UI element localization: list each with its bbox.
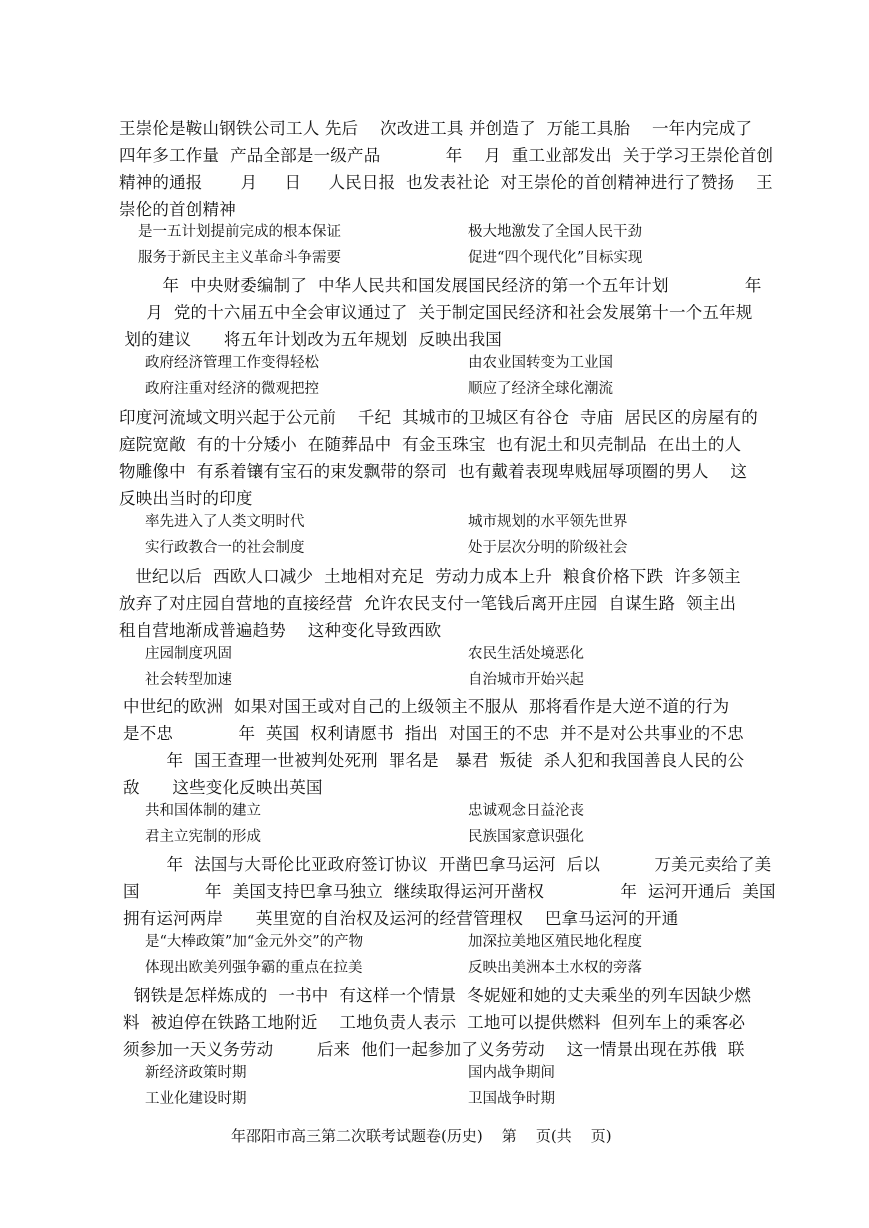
question-7-line-1: 钢铁是怎样炼成的 一书中 有这样一个情景 冬妮娅和她的丈夫乘坐的列车因缺少燃 — [123, 986, 752, 1005]
question-3-line-3: 物雕像中 有系着镶有宝石的束发飘带的祭司 也有戴着表现卑贱屈辱项圈的男人 这 — [119, 462, 748, 481]
question-2-line-1: 年 中央财委编制了 中华人民共和国发展国民经济的第一个五年计划 年 — [119, 276, 762, 295]
question-3-line-4: 反映出当时的印度 — [119, 489, 253, 508]
question-5-option-c: 君主立宪制的形成 — [145, 829, 261, 845]
question-1-option-c: 服务于新民主主义革命斗争需要 — [138, 250, 341, 266]
question-4-line-1: 世纪以后 西欧人口减少 土地相对充足 劳动力成本上升 粮食价格下跌 许多领主 — [119, 567, 741, 586]
question-2-line-2: 月 党的十六届五中全会审议通过了 关于制定国民经济和社会发展第十一个五年规 — [119, 303, 753, 322]
question-4-line-3: 租自营地渐成普遍趋势 这种变化导致西欧 — [119, 621, 442, 640]
question-2-line-3: 划的建议 将五年计划改为五年规划 反映出我国 — [119, 330, 503, 349]
question-5-line-4: 敌 这些变化反映出英国 — [123, 778, 323, 797]
question-3-option-c: 实行政教合一的社会制度 — [145, 540, 305, 556]
question-1-option-d: 促进“四个现代化”目标实现 — [468, 250, 643, 266]
question-6-option-c: 体现出欧美列强争霸的重点在拉美 — [145, 960, 363, 976]
question-6-line-3: 拥有运河两岸 英里宽的自治权及运河的经营管理权 巴拿马运河的开通 — [123, 909, 679, 928]
question-7-option-b: 国内战争期间 — [468, 1065, 555, 1081]
question-6-option-a: 是“大棒政策”加“金元外交”的产物 — [145, 934, 364, 950]
question-4-line-2: 放弃了对庄园自营地的直接经营 允许农民支付一笔钱后离开庄园 自谋生路 领主出 — [119, 594, 737, 613]
question-1-line-2: 四年多工作量 产品全部是一级产品 年 月 重工业部发出 关于学习王崇伦首创 — [119, 146, 774, 165]
question-4-option-a: 庄园制度巩固 — [145, 646, 232, 662]
question-6-option-d: 反映出美洲本土水权的旁落 — [468, 960, 642, 976]
question-6-line-2: 国 年 美国支持巴拿马独立 继续取得运河开凿权 年 运河开通后 美国 — [123, 882, 776, 901]
question-3-option-d: 处于层次分明的阶级社会 — [468, 540, 628, 556]
question-1-line-4: 崇伦的首创精神 — [119, 200, 236, 219]
question-2-option-c: 政府注重对经济的微观把控 — [145, 381, 319, 397]
question-5-option-a: 共和国体制的建立 — [145, 803, 261, 819]
question-7-line-2: 料 被迫停在铁路工地附近 工地负责人表示 工地可以提供燃料 但列车上的乘客必 — [123, 1013, 746, 1032]
question-6-line-1: 年 法国与大哥伦比亚政府签订协议 开凿巴拿马运河 后以 万美元卖给了美 — [123, 855, 772, 874]
page-footer: 年邵阳市高三第二次联考试题卷(历史) 第 页(共 页) — [231, 1127, 612, 1145]
question-3-option-b: 城市规划的水平领先世界 — [468, 514, 628, 530]
question-5-line-1: 中世纪的欧洲 如果对国王或对自己的上级领主不服从 那将看作是大逆不道的行为 — [123, 697, 730, 716]
question-7-option-a: 新经济政策时期 — [145, 1065, 247, 1081]
question-5-line-2: 是不忠 年 英国 权利请愿书 指出 对国王的不忠 并不是对公共事业的不忠 — [123, 724, 744, 743]
question-7-option-c: 工业化建设时期 — [145, 1091, 247, 1107]
question-3-line-2: 庭院宽敞 有的十分矮小 在随葬品中 有金玉珠宝 也有泥土和贝壳制品 在出土的人 — [119, 435, 742, 454]
question-1-line-3: 精神的通报 月 日 人民日报 也发表社论 对王崇伦的首创精神进行了赞扬 王 — [119, 173, 773, 192]
question-4-option-d: 自治城市开始兴起 — [468, 672, 584, 688]
question-5-option-d: 民族国家意识强化 — [468, 829, 584, 845]
question-3-option-a: 率先进入了人类文明时代 — [145, 514, 305, 530]
question-2-option-a: 政府经济管理工作变得轻松 — [145, 355, 319, 371]
question-6-option-b: 加深拉美地区殖民地化程度 — [468, 934, 642, 950]
question-4-option-c: 社会转型加速 — [145, 672, 232, 688]
question-5-line-3: 年 国王查理一世被判处死刑 罪名是 暴君 叛徒 杀人犯和我国善良人民的公 — [123, 751, 745, 770]
question-7-line-3: 须参加一天义务劳动 后来 他们一起参加了义务劳动 这一情景出现在苏俄 联 — [123, 1040, 745, 1059]
question-1-option-b: 极大地激发了全国人民干劲 — [468, 224, 642, 240]
question-2-option-b: 由农业国转变为工业国 — [468, 355, 613, 371]
question-1-option-a: 是一五计划提前完成的根本保证 — [138, 224, 341, 240]
question-3-line-1: 印度河流域文明兴起于公元前 千纪 其城市的卫城区有谷仓 寺庙 居民区的房屋有的 — [119, 408, 758, 427]
question-5-option-b: 忠诚观念日益沦丧 — [468, 803, 584, 819]
question-4-option-b: 农民生活处境恶化 — [468, 646, 584, 662]
question-1-line-1: 王崇伦是鞍山钢铁公司工人 先后 次改进工具 并创造了 万能工具胎 一年内完成了 — [119, 119, 753, 138]
question-7-option-d: 卫国战争时期 — [468, 1091, 555, 1107]
question-2-option-d: 顺应了经济全球化潮流 — [468, 381, 613, 397]
